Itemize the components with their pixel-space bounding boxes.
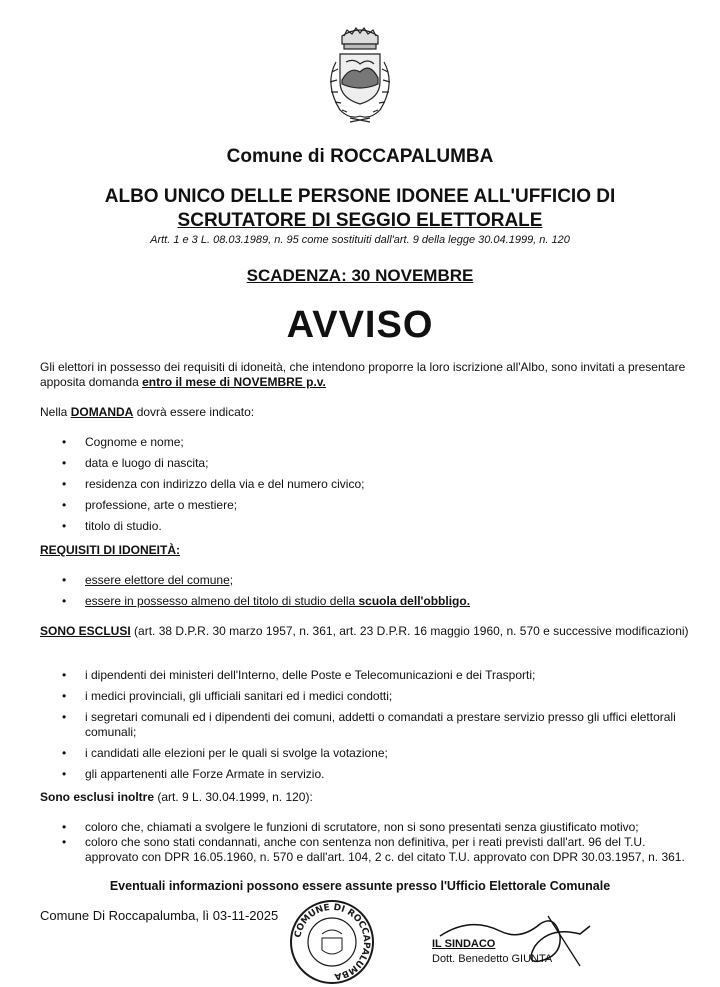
requisiti-item2-text: essere in possesso almeno del titolo di studio della bbox=[85, 594, 359, 608]
esclusi-inoltre-list bbox=[40, 820, 700, 865]
svg-text:COMUNE DI ROCCAPALUMBA bbox=[293, 903, 371, 981]
requisiti-list bbox=[40, 573, 700, 609]
list-item: • coloro che sono stati condannati, anche con sentenza non definitiva, per i reati previsti dall'art. 96 del T.U. approvato con DPR 16.05.1960, n. 570 e dall'art. 104, 2 c. del citato T.U. approvato con DPR 30.03.1957, n. 361. bbox=[40, 835, 700, 865]
list-item: • data e luogo di nascita; bbox=[40, 456, 700, 471]
info-note: Eventuali informazioni possono essere assunte presso l'Ufficio Elettorale Comunale bbox=[109, 879, 611, 893]
legal-reference: Artt. 1 e 3 L. 08.03.1989, n. 95 come sostituiti dall'art. 9 della legge 30.04.1999, n. 120 bbox=[150, 234, 570, 246]
esclusi-list bbox=[40, 668, 700, 782]
mayor-role: IL SINDACO bbox=[432, 938, 496, 950]
esclusi-paragraph bbox=[40, 624, 700, 639]
intro-deadline-text: entro il mese di NOVEMBRE p.v. bbox=[142, 375, 326, 389]
list-item: • residenza con indirizzo della via e del numero civico; bbox=[40, 477, 700, 492]
requisiti-heading: REQUISITI DI IDONEITÀ: bbox=[40, 543, 181, 557]
intro-paragraph bbox=[40, 360, 700, 390]
list-item: • i medici provinciali, gli ufficiali sanitari ed i medici condotti; bbox=[40, 689, 700, 704]
domanda-intro bbox=[40, 405, 700, 420]
requisiti-item2-bold: scuola dell'obbligo. bbox=[358, 594, 471, 608]
place-and-date: Comune Di Roccapalumba, lì 03-11-2025 bbox=[40, 908, 279, 923]
municipality-name: Comune di ROCCAPALUMBA bbox=[226, 146, 494, 167]
esclusi-inoltre-paragraph bbox=[40, 790, 700, 805]
domanda-keyword: DOMANDA bbox=[70, 405, 134, 419]
list-item: • i candidati alle elezioni per le quali si svolge la votazione; bbox=[40, 746, 700, 761]
list-item: • coloro che, chiamati a svolgere le funzioni di scrutatore, non si sono presentati senza giustificato motivo; bbox=[40, 820, 700, 835]
list-item: • gli appartenenti alle Forze Armate in servizio. bbox=[40, 767, 700, 782]
intro-text: Gli elettori in possesso dei requisiti di idoneità, che intendono proporre la loro iscrizione all'Albo, sono invitati a presentare apposita domanda bbox=[40, 360, 686, 389]
list-item bbox=[40, 594, 700, 609]
deadline-heading: SCADENZA: 30 NOVEMBRE bbox=[246, 266, 474, 285]
domanda-suffix: dovrà essere indicato: bbox=[133, 405, 255, 419]
stamp-text: COMUNE DI ROCCAPALUMBA bbox=[293, 902, 372, 982]
list-item: • titolo di studio. bbox=[40, 519, 700, 534]
esclusi-inoltre-heading: Sono esclusi inoltre bbox=[40, 790, 155, 804]
municipal-crest-emblem bbox=[314, 22, 406, 134]
list-item: • professione, arte o mestiere; bbox=[40, 498, 700, 513]
list-item: • i segretari comunali ed i dipendenti dei comuni, addetti o comandati a prestare servizio presso gli uffici elettorali comunali; bbox=[40, 710, 700, 740]
register-title-line1: ALBO UNICO DELLE PERSONE IDONEE ALL'UFFICIO DI bbox=[104, 186, 616, 207]
domanda-prefix: Nella bbox=[40, 405, 71, 419]
list-item: • essere elettore del comune; bbox=[40, 573, 700, 588]
esclusi-inoltre-reference: (art. 9 L. 30.04.1999, n. 120): bbox=[154, 790, 313, 804]
esclusi-heading: SONO ESCLUSI bbox=[40, 624, 131, 638]
list-item: • i dipendenti dei ministeri dell'Interno, delle Poste e Telecomunicazioni e dei Trasporti; bbox=[40, 668, 700, 683]
esclusi-reference: (art. 38 D.P.R. 30 marzo 1957, n. 361, art. 23 D.P.R. 16 maggio 1960, n. 570 e successive modificazioni) bbox=[130, 624, 689, 638]
notice-title: AVVISO bbox=[286, 304, 434, 346]
mayor-name: Dott. Benedetto GIUNTA bbox=[432, 953, 553, 965]
domanda-list bbox=[40, 435, 700, 534]
official-stamp bbox=[288, 898, 376, 986]
register-title-line2: SCRUTATORE DI SEGGIO ELETTORALE bbox=[177, 210, 543, 231]
list-item: • Cognome e nome; bbox=[40, 435, 700, 450]
